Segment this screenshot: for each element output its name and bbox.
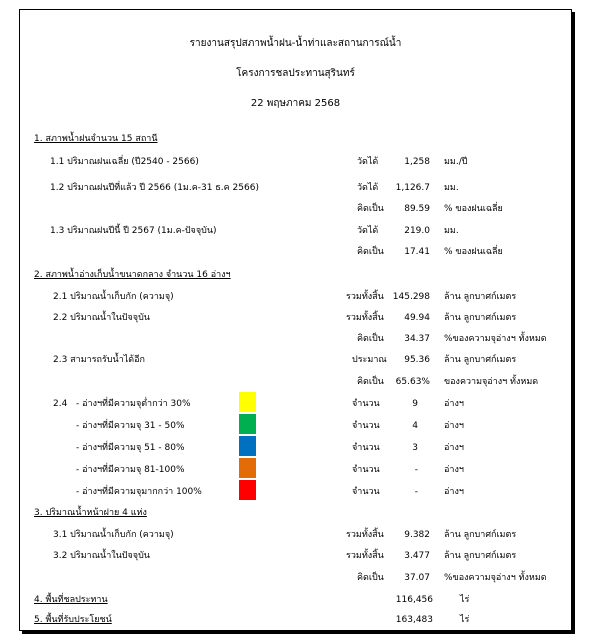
- level-value: 3: [412, 443, 418, 453]
- s1-row2-kind: วัดได้: [357, 183, 379, 193]
- level-label: - อ่างฯที่มีความจุ 51 - 80%: [76, 443, 185, 453]
- s2-row2b-kind: คิดเป็น: [357, 334, 384, 344]
- s2-row3-unit: ล้าน ลูกบาศก์เมตร: [444, 355, 517, 365]
- s2-row1-value: 145.298: [392, 292, 430, 302]
- level-value: 4: [412, 421, 418, 431]
- s2-row2b-value: 34.37: [404, 334, 430, 344]
- s2-row3b-kind: คิดเป็น: [357, 377, 384, 387]
- level-kind: จำนวน: [352, 443, 380, 453]
- s1-row1-kind: วัดได้: [357, 157, 379, 167]
- level-label: - อ่างฯที่มีความจุต่ำกว่า 30%: [76, 399, 191, 409]
- s2-row3-value: 95.36: [404, 355, 430, 365]
- s2-row3-label: 2.3 สามารถรับน้ำได้อีก: [53, 355, 145, 365]
- s3-row2b-kind: คิดเป็น: [357, 573, 384, 583]
- s1-row3-kind: วัดได้: [357, 226, 379, 236]
- s2-row2b-unit: %ของความจุอ่างฯ ทั้งหมด: [444, 334, 547, 344]
- s2-row4-prefix: 2.4: [53, 399, 68, 409]
- s1-row3b-value: 17.41: [404, 247, 430, 257]
- level-value: -: [414, 487, 418, 497]
- section3-header: 3. ปริมาณน้ำหน้าฝาย 4 แห่ง: [34, 508, 147, 518]
- project-name: โครงการชลประทานสุรินทร์: [236, 68, 355, 79]
- s2-row1-unit: ล้าน ลูกบาศก์เมตร: [444, 292, 517, 302]
- s1-row1-label: 1.1 ปริมาณฝนเฉลี่ย (ปี2540 - 2566): [50, 157, 199, 167]
- s1-row2b-value: 89.59: [404, 204, 430, 214]
- s1-row2-value: 1,126.7: [395, 183, 430, 193]
- report-title: รายงานสรุปสภาพน้ำฝน-น้ำท่าและสถานการณ์น้ำ: [189, 38, 402, 49]
- s1-row2-unit: มม.: [444, 183, 459, 193]
- s2-row2-value: 49.94: [404, 313, 430, 323]
- s1-row2-label: 1.2 ปริมาณฝนปีที่แล้ว ปี 2566 (1ม.ค-31 ธ.ค 2566): [50, 183, 259, 193]
- s3-row1-label: 3.1 ปริมาณน้ำเก็บกัก (ความจุ): [53, 530, 174, 540]
- s2-row2-kind: รวมทั้งสิ้น: [346, 313, 384, 323]
- level-kind: จำนวน: [352, 399, 380, 409]
- level-swatch-yellow: [239, 392, 256, 412]
- section1-header: 1. สภาพน้ำฝนจำนวน 15 สถานี: [34, 134, 158, 144]
- s3-row2-label: 3.2 ปริมาณน้ำในปัจจุบัน: [53, 551, 150, 561]
- s3-row1-value: 9.382: [404, 530, 430, 540]
- level-label: - อ่างฯที่มีความจุมากกว่า 100%: [76, 487, 202, 497]
- s1-row2b-unit: % ของฝนเฉลี่ย: [444, 204, 503, 214]
- s2-row3-kind: ประมาณ: [352, 355, 387, 365]
- s1-row1-value: 1,258: [404, 157, 430, 167]
- report-date: 22 พฤษภาคม 2568: [250, 98, 341, 109]
- level-unit: อ่างฯ: [444, 443, 464, 453]
- s3-row2-kind: รวมทั้งสิ้น: [346, 551, 384, 561]
- s3-row2b-value: 37.07: [404, 573, 430, 583]
- s1-row2b-kind: คิดเป็น: [357, 204, 384, 214]
- s4-value: 116,456: [395, 595, 433, 605]
- section4-header: 4. พื้นที่ชลประทาน: [34, 595, 108, 605]
- level-swatch-green: [239, 414, 256, 434]
- s5-value: 163,483: [395, 615, 433, 625]
- s2-row1-kind: รวมทั้งสิ้น: [346, 292, 384, 302]
- s3-row2-unit: ล้าน ลูกบาศก์เมตร: [444, 551, 517, 561]
- s1-row3b-unit: % ของฝนเฉลี่ย: [444, 247, 503, 257]
- level-label: - อ่างฯที่มีความจุ 31 - 50%: [76, 421, 185, 431]
- s4-unit: ไร่: [460, 595, 470, 605]
- s1-row3-unit: มม.: [444, 226, 459, 236]
- level-kind: จำนวน: [352, 487, 380, 497]
- level-kind: จำนวน: [352, 465, 380, 475]
- level-unit: อ่างฯ: [444, 421, 464, 431]
- level-unit: อ่างฯ: [444, 487, 464, 497]
- s2-row3b-unit: ของความจุอ่างฯ ทั้งหมด: [444, 377, 539, 387]
- s1-row3-value: 219.0: [404, 226, 430, 236]
- s2-row2-unit: ล้าน ลูกบาศก์เมตร: [444, 313, 517, 323]
- s2-row2-label: 2.2 ปริมาณน้ำในปัจจุบัน: [53, 313, 150, 323]
- s3-row2b-unit: %ของความจุอ่างฯ ทั้งหมด: [444, 573, 547, 583]
- level-unit: อ่างฯ: [444, 465, 464, 475]
- s3-row1-unit: ล้าน ลูกบาศก์เมตร: [444, 530, 517, 540]
- level-value: 9: [412, 399, 418, 409]
- s1-row3-label: 1.3 ปริมาณฝนปีนี้ ปี 2567 (1ม.ค-ปัจจุบัน): [50, 226, 217, 236]
- s2-row1-label: 2.1 ปริมาณน้ำเก็บกัก (ความจุ): [53, 292, 174, 302]
- level-kind: จำนวน: [352, 421, 380, 431]
- s5-unit: ไร่: [460, 615, 470, 625]
- s3-row2-value: 3.477: [404, 551, 430, 561]
- s3-row1-kind: รวมทั้งสิ้น: [346, 530, 384, 540]
- level-swatch-red: [239, 480, 256, 500]
- level-value: -: [414, 465, 418, 475]
- report-frame: [19, 9, 572, 631]
- section2-header: 2. สภาพน้ำอ่างเก็บน้ำขนาดกลาง จำนวน 16 อ่างฯ: [34, 270, 231, 280]
- level-swatch-orange: [239, 458, 256, 478]
- level-swatch-blue: [239, 436, 256, 456]
- s1-row1-unit: มม./ปี: [444, 157, 468, 167]
- level-label: - อ่างฯที่มีความจุ 81-100%: [76, 465, 185, 475]
- s2-row3b-value: 65.63%: [395, 377, 430, 387]
- level-unit: อ่างฯ: [444, 399, 464, 409]
- section5-header: 5. พื้นที่รับประโยชน์: [34, 615, 112, 625]
- s1-row3b-kind: คิดเป็น: [357, 247, 384, 257]
